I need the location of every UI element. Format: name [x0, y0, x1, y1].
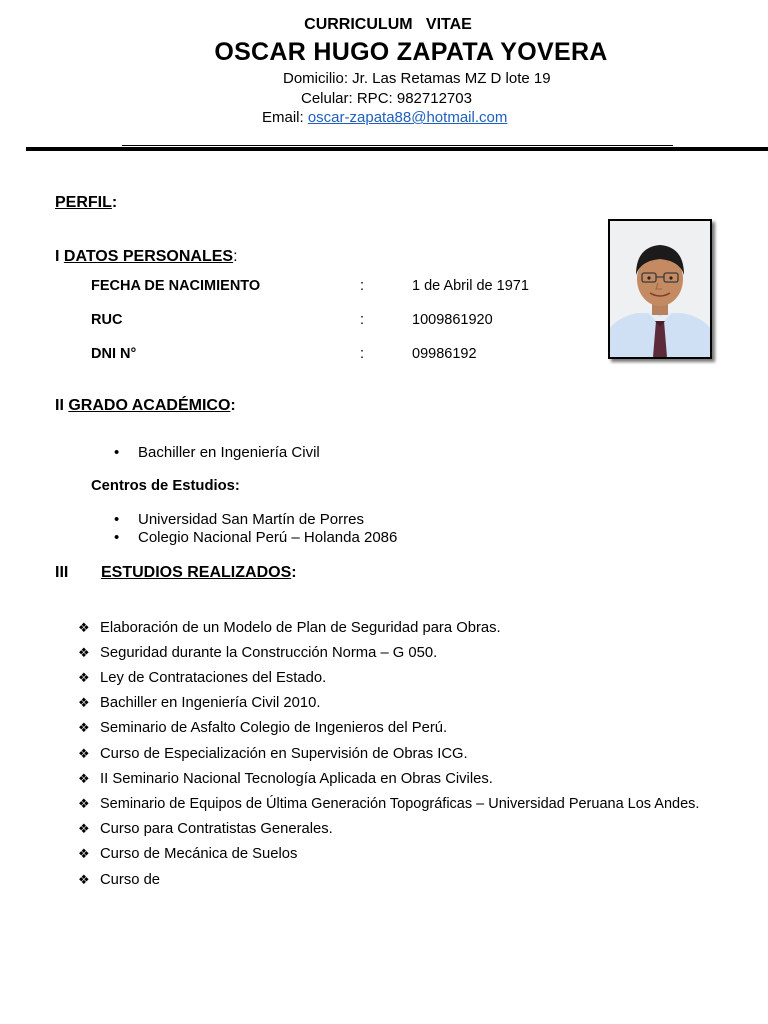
degree-item-text: Bachiller en Ingeniería Civil: [138, 444, 320, 461]
field-sep-fecha: :: [360, 278, 365, 294]
estudio-item-text: Seminario de Asfalto Colegio de Ingenieros del Perú.: [100, 720, 448, 736]
estudio-item-text: Curso de: [100, 872, 161, 888]
estudio-item-text: Ley de Contrataciones del Estado.: [100, 670, 327, 686]
field-label-fecha: FECHA DE NACIMIENTO: [91, 278, 261, 294]
estudio-item: [78, 872, 160, 888]
section-estudios-number: III: [55, 564, 69, 581]
estudio-item: [78, 720, 447, 736]
section-perfil: [55, 194, 117, 212]
field-sep-dni: :: [360, 346, 365, 362]
address-line: Domicilio: Jr. Las Retamas MZ D lote 19: [283, 70, 551, 87]
estudio-item-text: II Seminario Nacional Tecnología Aplicada en Obras Civiles.: [100, 771, 493, 787]
profile-photo: [608, 219, 712, 359]
header-rule-thin: [122, 145, 673, 146]
estudio-item: [78, 670, 326, 686]
estudio-item-text: Curso de Mecánica de Suelos: [100, 846, 298, 862]
section-estudios-realizados: [101, 564, 297, 582]
estudio-item-text: Curso para Contratistas Generales.: [100, 821, 333, 837]
section-perfil-label: PERFIL: [55, 194, 112, 211]
degree-item: [114, 444, 320, 461]
four-diamond-bullet-icon: ❖: [78, 620, 90, 635]
estudio-item-text: Seguridad durante la Construcción Norma – G 050.: [100, 645, 438, 661]
centro-item-text: Colegio Nacional Perú – Holanda 2086: [138, 529, 398, 546]
section-perfil-colon: :: [111, 194, 118, 211]
four-diamond-bullet-icon: ❖: [78, 796, 90, 811]
four-diamond-bullet-icon: ❖: [78, 720, 90, 735]
estudio-item-text: Elaboración de un Modelo de Plan de Seguridad para Obras.: [100, 620, 501, 636]
estudio-item: [78, 620, 501, 636]
four-diamond-bullet-icon: ❖: [78, 846, 90, 861]
estudio-item: [78, 645, 437, 661]
estudio-item: [78, 746, 468, 762]
section-datos-label: DATOS PERSONALES: [63, 248, 234, 265]
disc-bullet-icon: •: [114, 511, 120, 528]
four-diamond-bullet-icon: ❖: [78, 746, 90, 761]
field-label-dni: DNI N°: [91, 346, 137, 362]
email-line: [262, 109, 507, 126]
estudio-item: [78, 771, 493, 787]
field-label-ruc: RUC: [91, 312, 123, 328]
section-datos-number: I: [55, 248, 64, 265]
disc-bullet-icon: •: [114, 444, 120, 461]
section-datos-colon: :: [233, 248, 238, 265]
estudio-item: [78, 695, 320, 711]
estudio-item-text: Curso de Especialización en Supervisión de Obras ICG.: [100, 746, 468, 762]
candidate-name: OSCAR HUGO ZAPATA YOVERA: [214, 38, 608, 66]
field-value-dni: 09986192: [412, 346, 477, 362]
section-grado-label: GRADO ACADÉMICO: [68, 397, 231, 414]
person-portrait-icon: [610, 221, 710, 357]
email-label: Email:: [262, 109, 308, 126]
section-grado-number: II: [55, 397, 69, 414]
four-diamond-bullet-icon: ❖: [78, 645, 90, 660]
section-grado-academico: [55, 397, 236, 415]
centro-item: [114, 529, 398, 546]
four-diamond-bullet-icon: ❖: [78, 695, 90, 710]
section-estudios-label: ESTUDIOS REALIZADOS: [101, 564, 292, 581]
four-diamond-bullet-icon: ❖: [78, 872, 90, 887]
four-diamond-bullet-icon: ❖: [78, 771, 90, 786]
centros-label: Centros de Estudios:: [91, 478, 240, 494]
document-heading: CURRICULUM VITAE: [304, 16, 472, 33]
estudio-item-text: Bachiller en Ingeniería Civil 2010.: [100, 695, 321, 711]
four-diamond-bullet-icon: ❖: [78, 670, 90, 685]
estudio-item: [78, 846, 297, 862]
centro-item: [114, 511, 364, 528]
section-grado-colon: :: [230, 397, 236, 414]
email-link[interactable]: oscar-zapata88@hotmail.com: [307, 109, 508, 126]
field-value-ruc: 1009861920: [412, 312, 493, 328]
estudio-item: [78, 796, 699, 812]
centro-item-text: Universidad San Martín de Porres: [138, 511, 364, 528]
field-sep-ruc: :: [360, 312, 365, 328]
estudio-item: [78, 821, 333, 837]
disc-bullet-icon: •: [114, 529, 120, 546]
section-datos-personales: [55, 248, 238, 266]
header-rule-thick: [26, 147, 768, 151]
field-value-fecha: 1 de Abril de 1971: [412, 278, 529, 294]
phone-line: Celular: RPC: 982712703: [301, 90, 472, 107]
four-diamond-bullet-icon: ❖: [78, 821, 90, 836]
estudio-item-text: Seminario de Equipos de Última Generación Topográficas – Universidad Peruana Los Andes.: [100, 796, 700, 812]
section-estudios-colon: :: [291, 564, 297, 581]
